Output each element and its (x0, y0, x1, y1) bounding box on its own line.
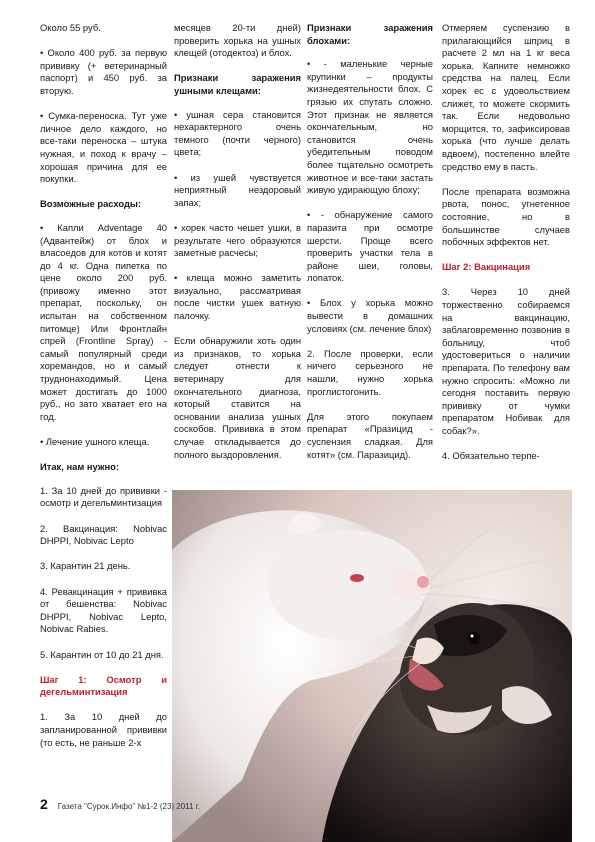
paragraph: Около 55 руб. (40, 22, 101, 33)
paragraph: Если обнаружили хоть один из признаков, то хорька следует отнести к ветеринару для окончательного диагноза, который ставится на основании анализа ушных соскобов. Прививка в этом случае откладывается до полного выздоровления. (174, 335, 301, 460)
paragraph: 3. Карантин 21 день. (40, 560, 131, 572)
paragraph: 2. После проверки, если ничего серьезного не нашли, нужно хорька проглистогонить. (307, 347, 433, 397)
paragraph: • из ушей чувствуется неприятный нездоровый запах; (174, 171, 301, 208)
paragraph: месяцев 20-ти дней) проверить хорька на ушных клещей (отодектоз) и блох. (174, 22, 301, 59)
paragraph: 1. За 10 дней до прививки - осмотр и дегельминтизация (40, 484, 167, 509)
paragraph: • Блох у хорька можно вывести в домашних условиях (см. лечение блох) (307, 297, 433, 334)
page-number: 2 (40, 796, 48, 812)
paragraph: • - обнаружение самого паразита при осмотре шерсти. Проще всего проверить участки тела в районе шеи, головы, лопаток. (307, 209, 433, 284)
paragraph: • Капли Adventage 40 (Адвантейж) от блох и власоедов для котов и котят до 4 кг. Одна пипетка по цене около 200 руб. (привожу именно этот препарат, поскольку, он испытан на собственном питомце) Или Фронтлайн спрей (Frontline Spray) - самый популярный среди хоремандов, но и самый труднонаходимый. Цена может достигать до 1000 руб., но зато хватает его на год. (40, 221, 167, 422)
page-footer (40, 796, 200, 812)
paragraph: • Около 400 руб. за первую прививку (+ ветеринарный паспорт) и 450 руб. за вторую. (40, 47, 167, 96)
paragraph: 5. Карантин от 10 до 21 дня. (40, 648, 164, 660)
step-heading: Шаг 2: Вакцинация (442, 261, 531, 273)
column-2 (174, 22, 301, 474)
paragraph: • клеща можно заметить визуально, рассматривая после чистки ушек ватную палочку. (174, 272, 301, 322)
paragraph: Для этого покупаем препарат «Празицид - суспензия сладкая. Для котят» (см. Паразицид). (307, 410, 433, 460)
column-4 (442, 22, 570, 475)
paragraph: • хорек часто чешет ушки, в результате чего образуются заметные расчесы; (174, 221, 301, 259)
paragraph: 4. Ревакцинация + прививка от бешенства: Nobivac DHPPI, Nobivac Lepto, Nobivac Rabies. (40, 585, 167, 635)
paragraph: • Сумка-переноска. Тут уже личное дело каждого, но все-таки переноска – штука нужная, и поход к врачу – хорошая причина для ее покупки. (40, 110, 167, 185)
paragraph: 3. Через 10 дней торжественно собираемся на вакцинацию, заблаговременно позвонив в больницу, чтоб удостовериться о наличии препарата. По телефону вам нужно спросить: «Можно ли сегодня поставить первую прививку от чумки препаратом Нобивак для собак?». (442, 286, 570, 436)
ferrets-photo (172, 490, 572, 842)
column-1 (40, 22, 167, 762)
paragraph: • Лечение ушного клеща. (40, 436, 150, 447)
column-3 (307, 22, 433, 474)
paragraph: 4. Обязательно терпе- (442, 450, 540, 462)
paragraph: 1. За 10 дней до запланированной прививки (то есть, не раньше 2-х (40, 711, 167, 748)
section-heading: Признаки заражения блохами: (307, 22, 433, 46)
ferrets-illustration (172, 490, 572, 842)
step-heading: Шаг 1: Осмотр и дегельминтизация (40, 673, 167, 698)
section-heading: Итак, нам нужно: (40, 461, 120, 473)
section-heading: Признаки заражения ушными клещами: (174, 72, 301, 96)
paragraph: Отмеряем суспензию в прилагающийся шприц в расчете 2 мл на 1 кг веса хорька. Капните немножко средства на палец. Если хорек ес с удовольствием слижет, то можете скормить так. Если недовольно морщится, то, зафиксировав хорька (что лучше делать вдвоем), постепенно влейте средство ему в пасть. (442, 22, 570, 172)
paragraph: После препарата возможна рвота, понос, угнетенное состояние, но в большинстве случаев побочных эффектов нет. (442, 185, 570, 248)
footer-publication: Газета "Сурок.Инфо" №1-2 (23) 2011 г. (57, 802, 200, 811)
section-heading: Возможные расходы: (40, 198, 142, 210)
paragraph: • - маленькие черные крупинки – продукты жизнедеятельности блох. С грязью их спутать сложно. Этот признак не является окончательным, но становится очень убедительным поводом более тщательно осмотреть животное и все-таки застать живую удирающую блоху; (307, 58, 433, 196)
paragraph: 2. Вакцинация: Nobivac DHPPI, Nobivac Lepto (40, 522, 167, 547)
paragraph: • ушная сера становится нехарактерного очень темного (почти черного) цвета; (174, 108, 301, 158)
